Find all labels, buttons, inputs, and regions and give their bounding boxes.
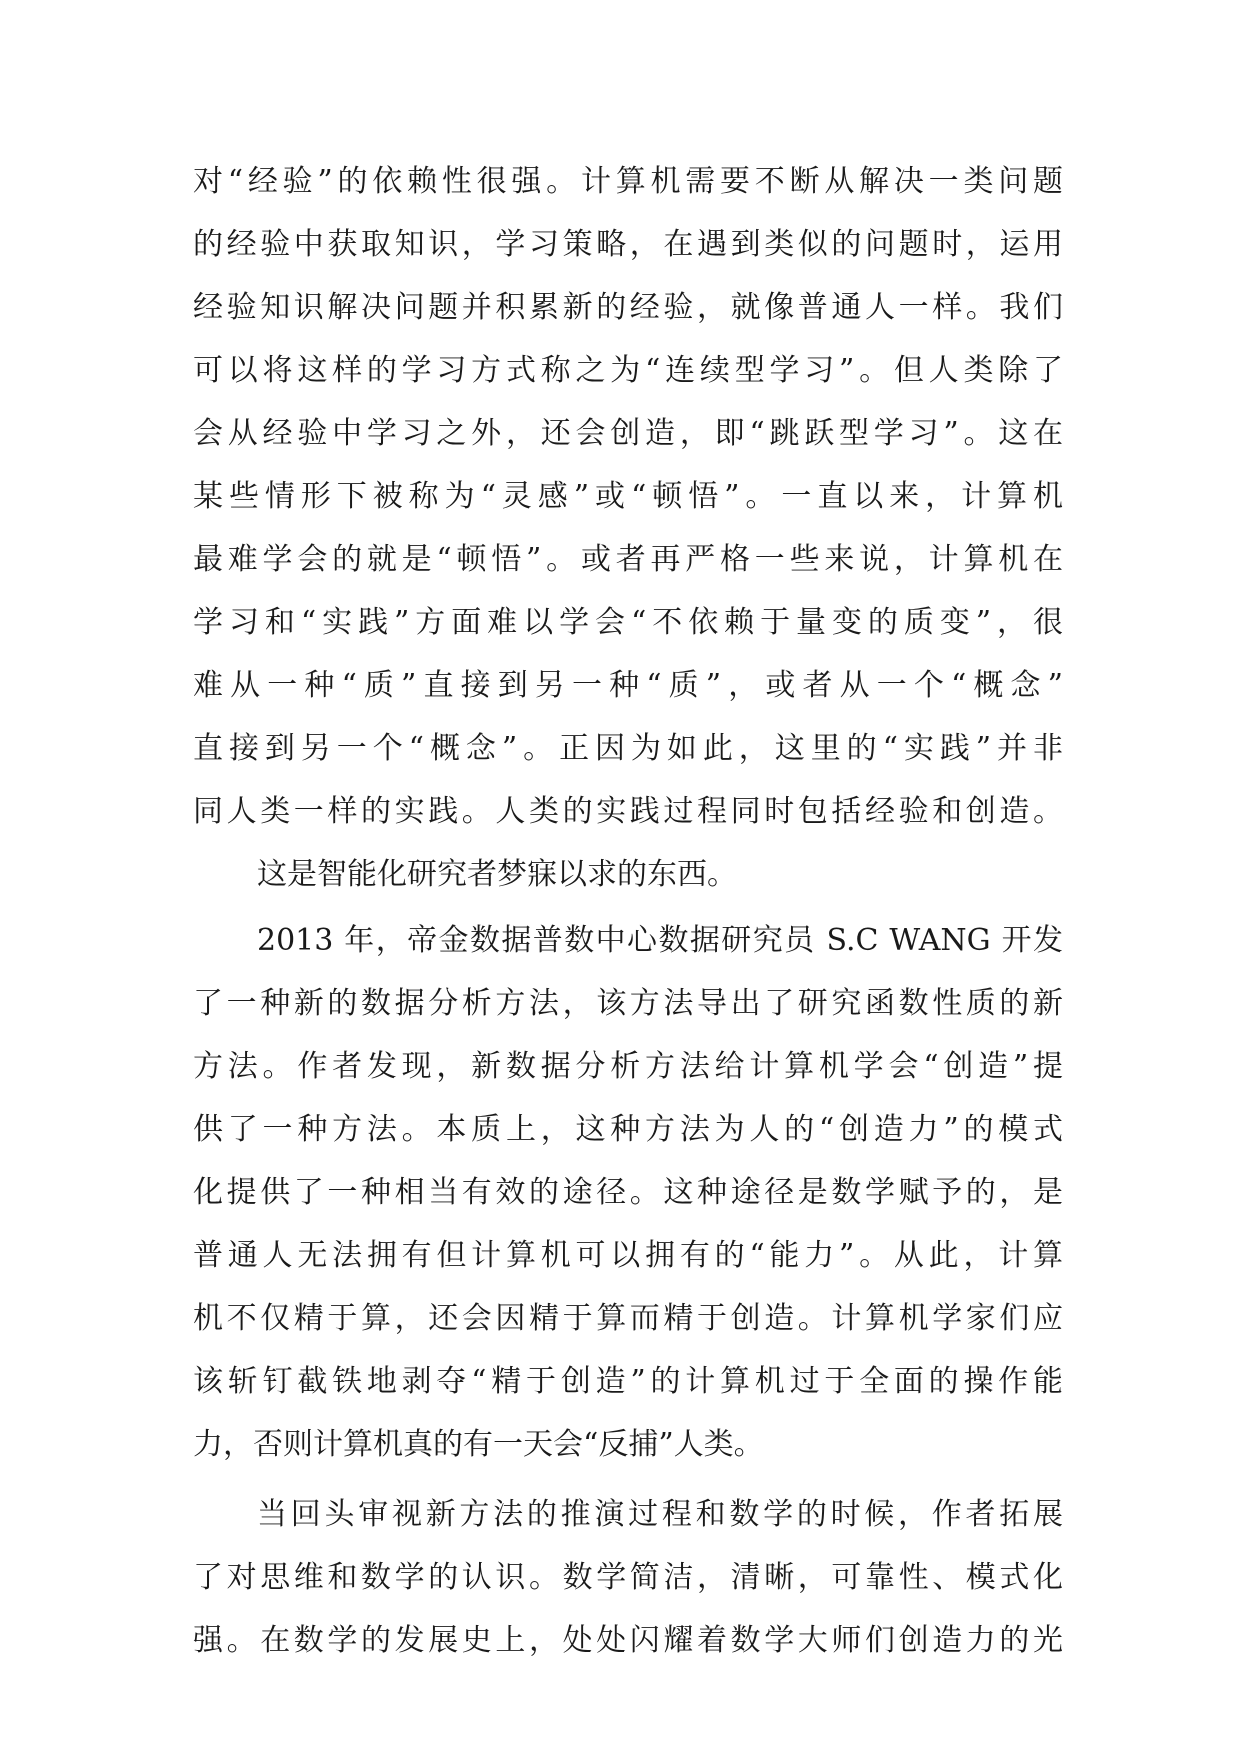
text-line: 强。在数学的发展史上，处处闪耀着数学大师们创造力的光 xyxy=(193,1623,1063,1658)
text-line: 机不仅精于算，还会因精于算而精于创造。计算机学家们应 xyxy=(193,1301,1063,1336)
text-line: 最难学会的就是“顿悟”。或者再严格一些来说，计算机在 xyxy=(193,542,1063,577)
text-line: 对“经验”的依赖性很强。计算机需要不断从解决一类问题 xyxy=(193,164,1063,199)
paragraph-start-line: 当回头审视新方法的推演过程和数学的时候，作者拓展 xyxy=(257,1497,1063,1532)
text-line: 该斩钉截铁地剥夺“精于创造”的计算机过于全面的操作能 xyxy=(193,1364,1063,1399)
text-line: 的经验中获取知识，学习策略，在遇到类似的问题时，运用 xyxy=(193,227,1063,262)
text-line: 可以将这样的学习方式称之为“连续型学习”。但人类除了 xyxy=(193,353,1063,388)
text-line: 了一种新的数据分析方法，该方法导出了研究函数性质的新 xyxy=(193,986,1063,1021)
text-line: 难从一种“质”直接到另一种“质”，或者从一个“概念” xyxy=(193,668,1063,703)
text-line: 会从经验中学习之外，还会创造，即“跳跃型学习”。这在 xyxy=(193,416,1063,451)
text-line: 了对思维和数学的认识。数学简洁，清晰，可靠性、模式化 xyxy=(193,1560,1063,1595)
paragraph-end-line: 力，否则计算机真的有一天会“反捕”人类。 xyxy=(193,1427,764,1462)
text-line: 同人类一样的实践。人类的实践过程同时包括经验和创造。 xyxy=(193,794,1063,829)
paragraph-end-line: 这是智能化研究者梦寐以求的东西。 xyxy=(257,857,737,892)
text-line: 某些情形下被称为“灵感”或“顿悟”。一直以来，计算机 xyxy=(193,479,1063,514)
text-line: 学习和“实践”方面难以学会“不依赖于量变的质变”，很 xyxy=(193,605,1063,640)
text-line: 供了一种方法。本质上，这种方法为人的“创造力”的模式 xyxy=(193,1112,1063,1147)
text-line: 直接到另一个“概念”。正因为如此，这里的“实践”并非 xyxy=(193,731,1063,766)
paragraph-start-line: 2013 年，帝金数据普数中心数据研究员 S.C WANG 开发 xyxy=(257,923,1063,958)
text-line: 方法。作者发现，新数据分析方法给计算机学会“创造”提 xyxy=(193,1049,1063,1084)
text-line: 经验知识解决问题并积累新的经验，就像普通人一样。我们 xyxy=(193,290,1063,325)
text-line: 普通人无法拥有但计算机可以拥有的“能力”。从此，计算 xyxy=(193,1238,1063,1273)
text-line: 化提供了一种相当有效的途径。这种途径是数学赋予的，是 xyxy=(193,1175,1063,1210)
